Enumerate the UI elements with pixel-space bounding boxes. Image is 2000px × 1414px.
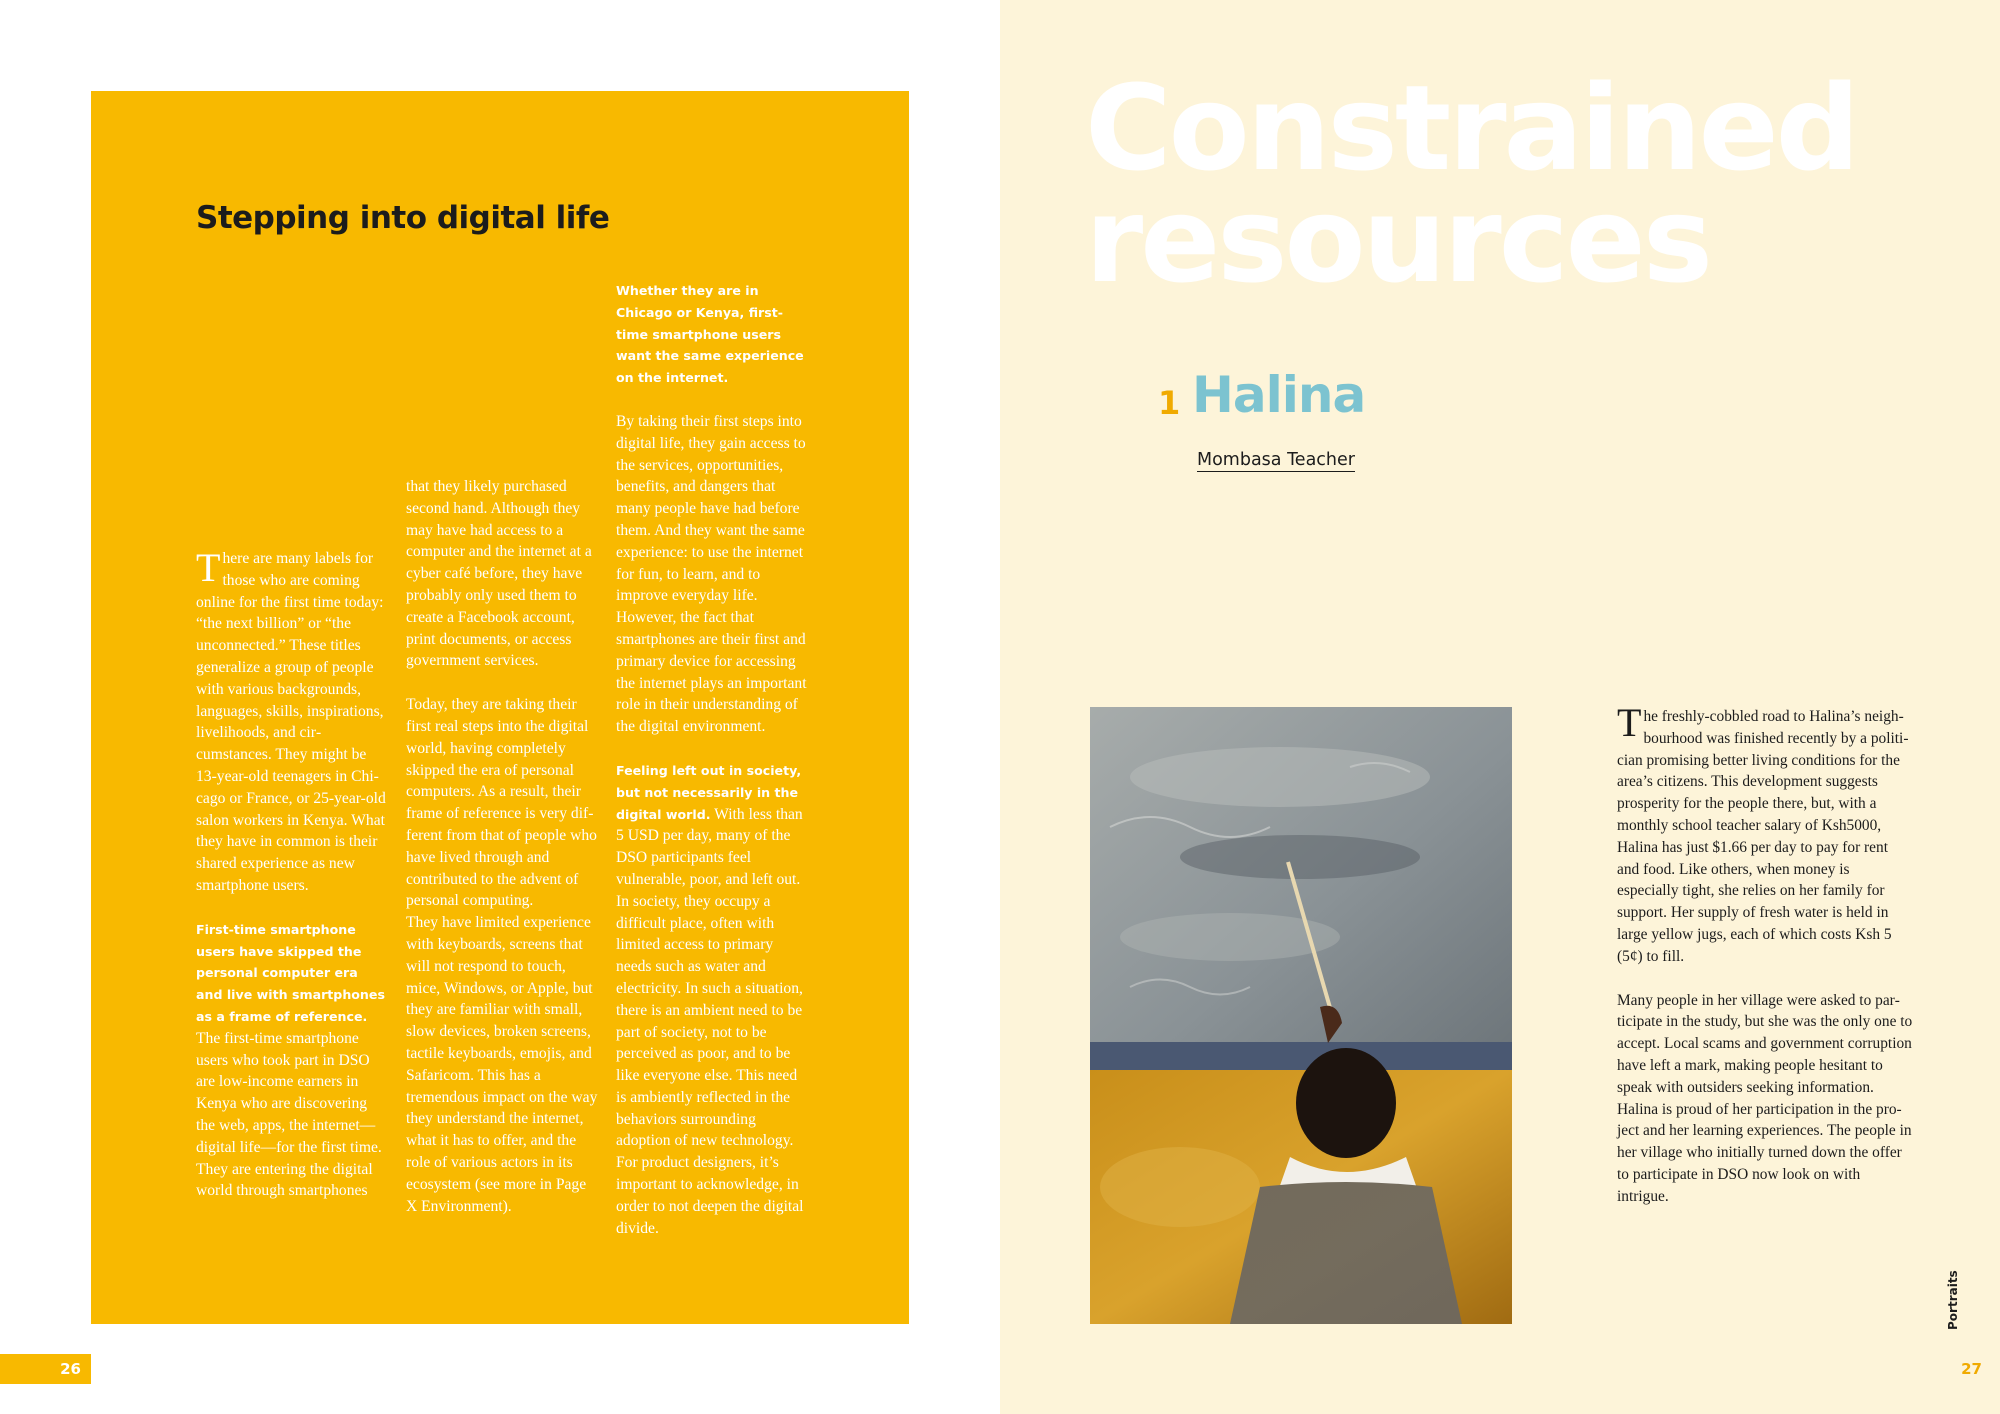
chapter-title-line-1: Constrained	[1085, 59, 1858, 197]
text-column-3	[616, 280, 808, 1261]
paragraph-text: With less than 5 USD per day, many of the DSO participants feel vulnerable, poor, and left out. In society, they occupy a difficult place, often with limited access to primary needs such as water and electricity. In such a situation, there is an ambient need to be part of society, not to be perceived as poor, and to be like everyone else. This need is ambiently reflected in the behaviors surrounding adoption of new technology. For product designers, it’s important to acknowledge, in order to not deepen the digital divide.	[616, 805, 804, 1237]
dropcap: T	[196, 545, 221, 590]
portrait-body-text	[1617, 700, 1913, 1230]
portrait-photo	[1090, 707, 1512, 1324]
text-column-2	[406, 476, 598, 1239]
portrait-number: 1	[1158, 384, 1181, 422]
column-lead: Whether they are in Chicago or Kenya, first-time smartphone users want the same experience on the internet.	[616, 283, 804, 386]
paragraph: By taking their first steps into digital life, they gain access to the services, opportunities, benefits, and dangers that many people have had before them. And they want the same experience: to use the internet for fun, to learn, and to improve everyday life. However, the fact that smartphones are their first and primary device for accessing the internet plays an important role in their understanding of the digital environment.	[616, 412, 807, 736]
text-column-1	[196, 545, 388, 1224]
section-title: Stepping into digital life	[196, 200, 610, 236]
paragraph-text: he freshly-cobbled road to Halina’s neighbourhood was finished recently by a politician promising better living conditions for the area’s citizens. This development suggests prosperity for the people there, but, with a monthly school teacher salary of Ksh5000, Halina has just $1.66 per day to pay for rent and food. Like others, when money is especially tight, she relies on her family for support. Her supply of fresh water is held in large yellow jugs, each of which costs Ksh 5 (5¢) to fill.	[1617, 708, 1909, 965]
chapter-title-line-2: resources	[1085, 171, 1710, 309]
paragraph: that they likely purchased second hand. Although they may have had access to a computer and the internet at a cyber café before, they have probably only used them to create a Facebook account, print documents, or access government services.	[406, 478, 592, 670]
classroom-photo-illustration	[1090, 707, 1512, 1324]
paragraph-text: here are many labels for those who are coming online for the first time today: “the next billion” or “the unconnected.” These titles generalize a group of people with various backgrounds, languages, skills, inspirations, livelihoods, and circumstances. They might be 13-year-old teenagers in Chicago or France, or 25-year-old salon workers in Kenya. What they have in common is their shared experience as new smartphone users.	[196, 550, 386, 894]
paragraph	[616, 760, 808, 1240]
portrait-name: Halina	[1192, 366, 1366, 424]
paragraph-lead: First-time smartphone users have skipped the personal computer era and live with smartphones as a frame of reference.	[196, 921, 385, 1024]
portrait-role: Mombasa Teacher	[1197, 450, 1355, 470]
paragraph-text: The first-time smartphone users who took part in DSO are low-income earners in Kenya who are discovering the web, apps, the internet—digital life—for the first time. They are entering the digital world through smartphones	[196, 1029, 382, 1200]
paragraph	[196, 919, 388, 1202]
page-number-right: 27	[1961, 1360, 1982, 1378]
dropcap: T	[1617, 700, 1642, 745]
page-number-left: 26	[0, 1354, 91, 1384]
paragraph-lead: Feeling left out in society, but not necessarily in the digital world.	[616, 762, 802, 822]
chapter-title	[1085, 59, 1858, 309]
paragraph	[1617, 700, 1913, 968]
paragraph: They have limited experience with keyboards, screens that will not respond to touch, mice, Windows, or Apple, but they are familiar with small, slow devices, broken screens, tactile keyboards, emojis, and Safaricom. This has a tremendous impact on the way they understand the internet, what it has to offer, and the role of various actors in its ecosystem (see more in Page X Environment).	[406, 914, 598, 1215]
paragraph: Today, they are taking their first real steps into the digital world, having completely skipped the era of personal computers. As a result, their frame of reference is very different from that of people who have lived through and contributed to the advent of personal computing.	[406, 696, 597, 910]
paragraph: Many people in her village were asked to participate in the study, but she was the only one to accept. Local scams and government corruption have left a mark, making people hesitant to speak with outsiders seeking information. Halina is proud of her participation in the project and her learning experiences. The people in her village who initially turned down the offer to participate in DSO now look on with intrigue.	[1617, 991, 1913, 1205]
section-label: Portraits	[1946, 1270, 1960, 1330]
paragraph	[196, 545, 388, 897]
